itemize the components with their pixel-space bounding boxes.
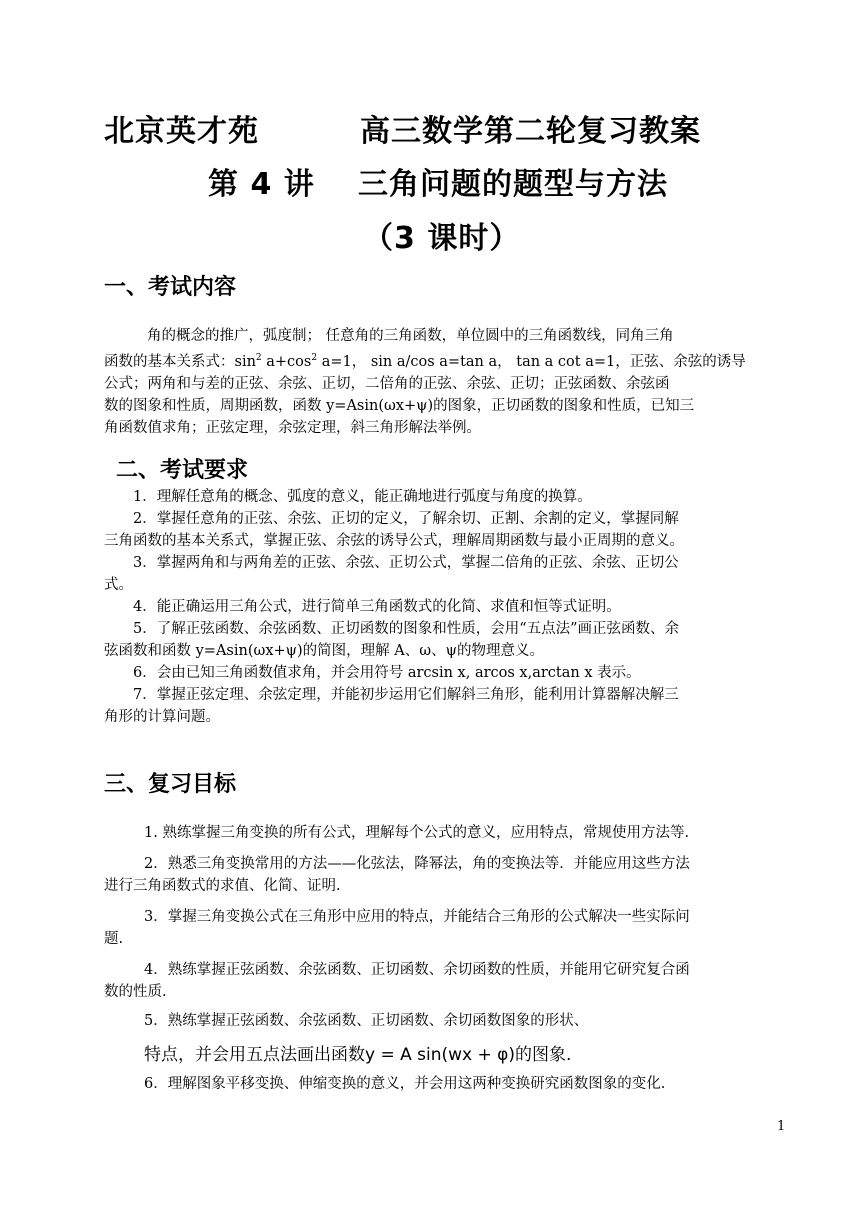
requirement-5-cont: 弦函数和函数 y=Asin(ωx+ψ)的简图，理解 A、ω、ψ的物理意义。 [104,643,544,659]
section1-body [104,325,788,439]
requirement-1: 1．理解任意角的概念、弧度的意义，能正确地进行弧度与角度的换算。 [133,489,592,505]
goal-5-formula-line: 特点，并会用五点法画出函数y = A sin(wx + φ)的图象. [144,1045,572,1065]
section1-line1: 角的概念的推广，弧度制； 任意角的三角函数，单位圆中的三角函数线，同角三角 [147,328,674,344]
requirement-7-cont: 角形的计算问题。 [104,709,220,725]
goal-1: 1. 熟练掌握三角变换的所有公式，理解每个公式的意义，应用特点，常规使用方法等. [144,825,690,841]
course-title: 高三数学第二轮复习教案 [360,114,701,149]
requirement-3-cont: 式。 [104,577,133,593]
section1-line5: 角函数值求角；正弦定理，余弦定理，斜三角形解法举例。 [104,420,481,436]
requirement-7: 7．掌握正弦定理、余弦定理，并能初步运用它们解斜三角形，能利用计算器解决解三 [133,687,679,703]
goal-2-cont: 进行三角函数式的求值、化简、证明. [104,878,341,894]
requirement-2-cont: 三角函数的基本关系式，掌握正弦、余弦的诱导公式，理解周期函数与最小正周期的意义。 [104,533,684,549]
school-name: 北京英才苑 [104,114,259,149]
section1-line2: 函数的基本关系式：$\sin^2 a+\cos^2$ a=1， sin a/cos a=tan a， tan a cot a=1，正弦、余弦的诱导 [104,353,746,370]
lecture-title: 三角问题的题型与方法 [358,167,668,202]
requirement-4: 4．能正确运用三角公式，进行简单三角函数式的化简、求值和恒等式证明。 [133,599,621,615]
section2-list [104,486,788,728]
goal-4-cont: 数的性质. [104,984,167,1000]
requirement-3: 3．掌握两角和与两角差的正弦、余弦、正切公式，掌握二倍角的正弦、余弦、正切公 [133,555,679,571]
goal-3: 3．掌握三角变换公式在三角形中应用的特点，并能结合三角形的公式解决一些实际问 [144,909,690,925]
requirement-5: 5．了解正弦函数、余弦函数、正切函数的图象和性质，会用“五点法”画正弦函数、余 [133,621,680,637]
page-number: 1 [777,1119,786,1134]
goal-6: 6．理解图象平移变换、伸缩变换的意义，并会用这两种变换研究函数图象的变化. [144,1076,666,1092]
goal-2: 2．熟悉三角变换常用的方法——化弦法，降幂法，角的变换法等．并能应用这些方法 [144,856,690,872]
section2-heading: 二、考试要求 [116,458,249,483]
section1-heading: 一、考试内容 [104,275,237,300]
lecture-number: 第 4 讲 [208,167,315,202]
goal-4: 4．熟练掌握正弦函数、余弦函数、正切函数、余切函数的性质，并能用它研究复合函 [144,962,690,978]
requirement-6: 6．会由已知三角函数值求角，并会用符号 arcsin x, arcos x,arctan x 表示。 [133,665,641,681]
goal-5: 5．熟练掌握正弦函数、余弦函数、正切函数、余切函数图象的形状、 [144,1013,589,1029]
goal-3-cont: 题. [104,931,124,947]
requirement-2: 2．掌握任意角的正弦、余弦、正切的定义，了解余切、正割、余割的定义，掌握同解 [133,511,679,527]
class-hours: （3 课时） [363,221,521,256]
section1-line3: 公式；两角和与差的正弦、余弦、正切，二倍角的正弦、余弦、正切；正弦函数、余弦函 [104,376,670,392]
section1-line4: 数的图象和性质，周期函数，函数 y=Asin(ωx+ψ)的图象，正切函数的图象和性质，已知三 [104,398,695,414]
section3-heading: 三、复习目标 [104,772,237,797]
